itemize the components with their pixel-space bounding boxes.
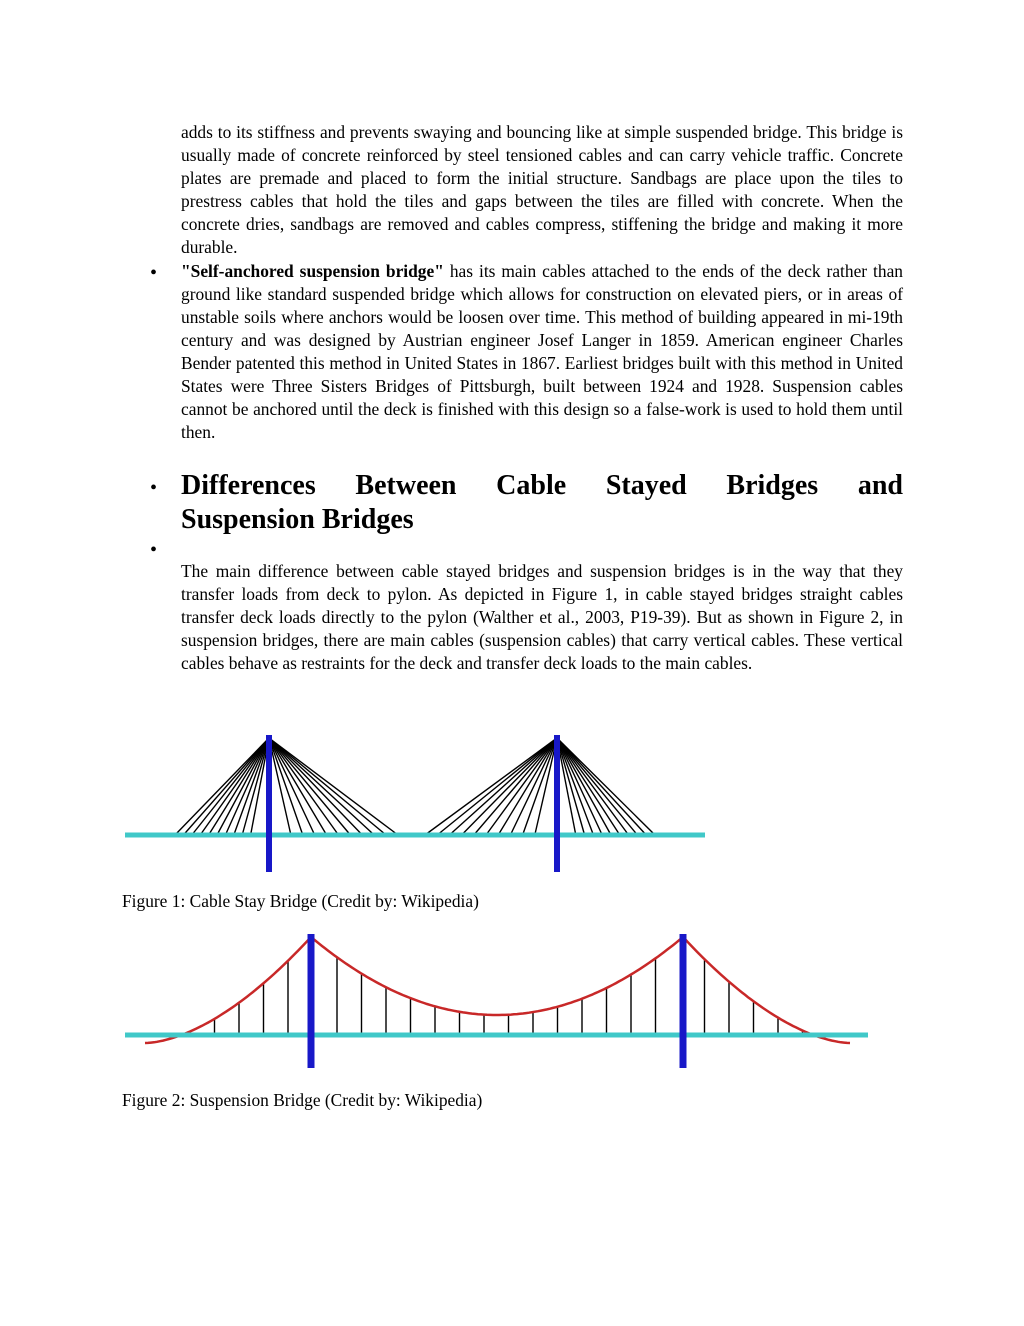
bullet-self-anchored: •	[150, 262, 158, 284]
main-suspension-cable	[145, 938, 850, 1043]
stay-cable	[462, 738, 557, 835]
stay-cable	[449, 738, 557, 835]
stay-cable	[510, 738, 557, 835]
bullet-empty: •	[150, 539, 158, 561]
stay-cable	[269, 738, 362, 835]
stay-cable	[474, 738, 557, 835]
stay-cable	[425, 738, 557, 835]
stay-cable	[192, 738, 269, 835]
heading-line-2: Suspension Bridges	[181, 504, 414, 535]
stay-cable	[557, 738, 602, 835]
figure-1-caption: Figure 1: Cable Stay Bridge (Credit by: Wikipedia)	[122, 891, 479, 911]
stay-cable	[557, 738, 611, 835]
stay-cable	[217, 738, 269, 835]
self-anchored-body: has its main cables attached to the ends of the deck rather than ground like standard suspended bridge which allows for construction on elevated piers, or in areas of unstable soils where anchors would be loosen over time. This method of building appeared in mi-19th century and was designed by Austrian engineer Josef Langer in 1859. American engineer Charles Bender patented this method in United States in 1867. Earliest bridges built with this method in United States were Three Sisters Bridges of Pittsburgh, built between 1924 and 1928. Suspension cables cannot be anchored until the deck is finished with this design so a false-work is used to hold them until then.	[181, 261, 903, 442]
stay-cable	[557, 738, 629, 835]
figure-1-cable-stayed-diagram	[125, 735, 705, 872]
stay-cable	[557, 738, 637, 835]
heading-line-1: Differences Between Cable Stayed Bridges and	[181, 470, 903, 501]
stay-cable	[269, 738, 398, 835]
stay-cable	[225, 738, 269, 835]
stay-cable	[269, 738, 350, 835]
paragraph-difference: The main difference between cable stayed bridges and suspension bridges is in the way that they transfer loads from deck to pylon. As depicted in Figure 1, in cable stayed bridges straight cables transfer deck loads directly to the pylon (Walther et al., 2003, P19-39). But as shown in Figure 2, in suspension bridges, there are main cables (suspension cables) that carry vertical cables. These vertical cables behave as restraints for the deck and transfer deck loads to the main cables.	[181, 561, 903, 673]
figure-2-caption: Figure 2: Suspension Bridge (Credit by: Wikipedia)	[122, 1090, 483, 1110]
stay-cable	[269, 738, 315, 835]
bullet-heading: •	[150, 477, 158, 499]
self-anchored-term: "Self-anchored suspension bridge"	[181, 261, 444, 281]
stay-cable	[557, 738, 655, 835]
stay-cable	[269, 738, 374, 835]
paragraph-intro-continuation: adds to its stiffness and prevents swaying and bouncing like at simple suspended bridge. This bridge is usually made of concrete reinforced by steel tensioned cables and can carry vehicle traffic. Concrete plates are premade and placed to form the initial structure. Sandbags are place upon the tiles to prestress cables that hold the tiles and gaps between the tiles are filled with concrete. When the concrete dries, sandbags are removed and cables compress, stiffening the bridge and making it more durable.	[181, 122, 903, 257]
stay-cable	[200, 738, 269, 835]
figure-2-suspension-diagram	[125, 934, 868, 1068]
